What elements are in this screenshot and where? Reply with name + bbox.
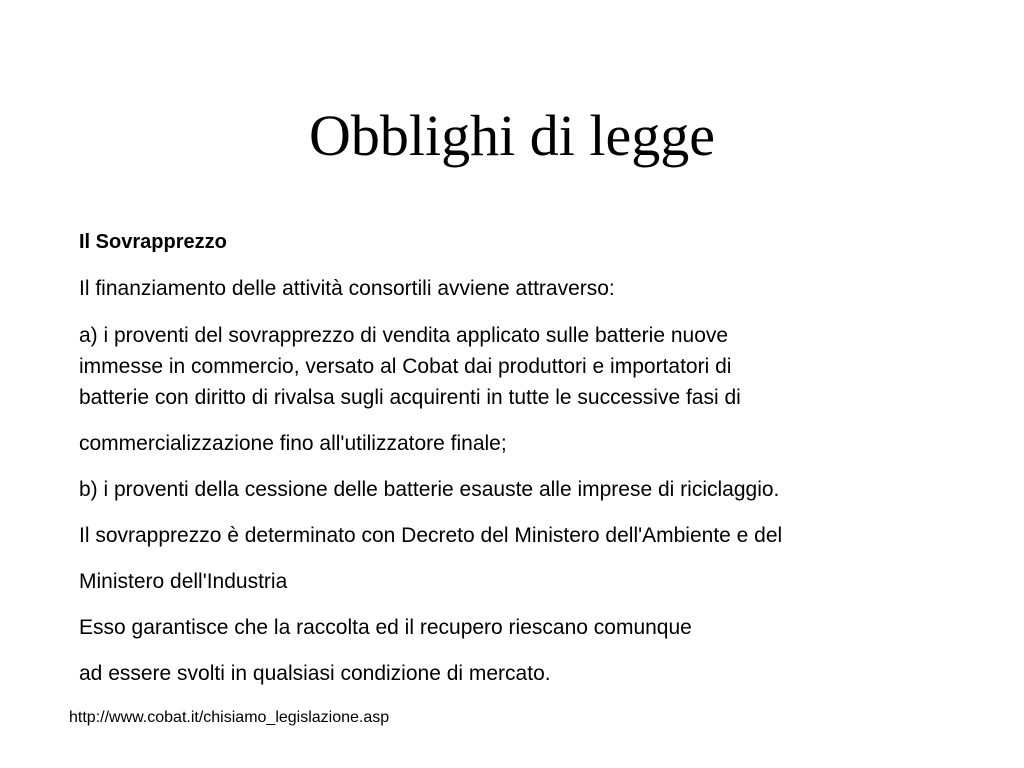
decree-text-line-1: Il sovrapprezzo è determinato con Decreto del Ministero dell'Ambiente e del [79, 524, 783, 547]
section-heading: Il Sovrapprezzo [79, 231, 227, 253]
slide-title: Obblighi di legge [309, 103, 715, 168]
item-a-paragraph [79, 320, 741, 413]
guarantee-text-line-1: Esso garantisce che la raccolta ed il recupero riescano comunque [79, 616, 692, 639]
source-url-link[interactable]: http://www.cobat.it/chisiamo_legislazione.asp [69, 709, 390, 726]
item-a-continuation: commercializzazione fino all'utilizzatore finale; [79, 432, 507, 455]
guarantee-text-line-2: ad essere svolti in qualsiasi condizione di mercato. [79, 662, 551, 685]
item-b-text: b) i proventi della cessione delle batterie esauste alle imprese di riciclaggio. [79, 478, 780, 501]
decree-text-line-2: Ministero dell'Industria [79, 570, 288, 593]
item-a-line: batterie con diritto di rivalsa sugli acquirenti in tutte le successive fasi di [79, 386, 741, 409]
item-a-line: a) i proventi del sovrapprezzo di vendita applicato sulle batterie nuove [79, 324, 729, 347]
item-a-line: immesse in commercio, versato al Cobat dai produttori e importatori di [79, 355, 732, 378]
intro-text: Il finanziamento delle attività consortili avviene attraverso: [79, 277, 615, 300]
